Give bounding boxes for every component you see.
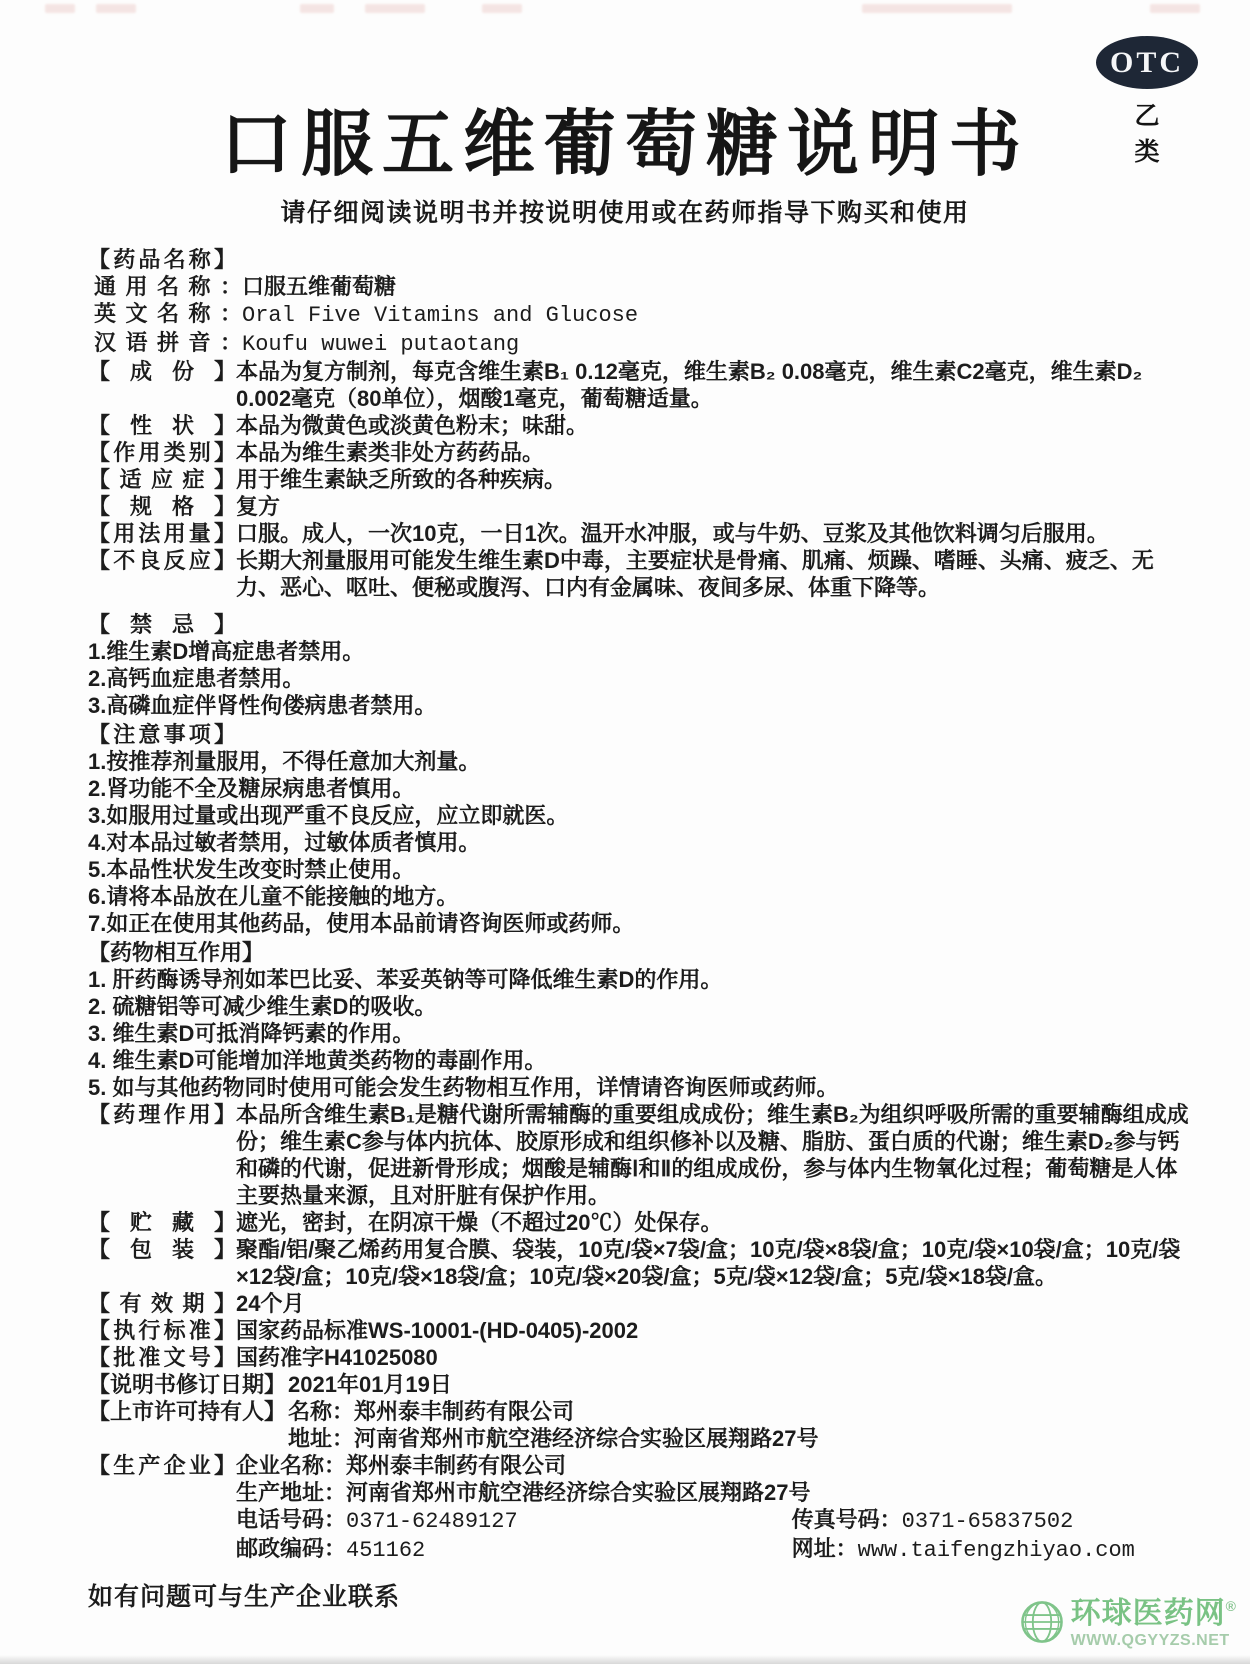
site-watermark	[1019, 1599, 1236, 1650]
section-properties	[88, 412, 1194, 439]
field-value: Oral Five Vitamins and Glucose	[242, 302, 639, 328]
contact-note: 如有问题可与生产企业联系	[88, 1582, 401, 1611]
manufacturer-details	[236, 1452, 1194, 1564]
section-usage	[88, 520, 1194, 547]
section-text: 2021年01月19日	[288, 1371, 452, 1397]
section-text: 复方	[236, 493, 281, 519]
list-item: 2.高钙血症患者禁用。	[88, 665, 305, 691]
list-item: 7.如正在使用其他药品，使用本品前请咨询医师或药师。	[88, 910, 635, 936]
section-text: 遮光，密封，在阴凉干燥（不超过20℃）处保存。	[236, 1209, 723, 1235]
section-label: 【药理作用】	[88, 1101, 236, 1127]
otc-class-label: 乙 类	[1134, 102, 1176, 166]
section-text: 本品为维生素类非处方药药品。	[236, 439, 545, 465]
list-item: 1.按推荐剂量服用，不得任意加大剂量。	[88, 748, 481, 774]
field-key: 地址：	[288, 1425, 355, 1451]
section-indications	[88, 466, 1194, 493]
section-manufacturer	[88, 1452, 1194, 1564]
section-approval	[88, 1344, 1194, 1371]
field-value: Koufu wuwei putaotang	[242, 331, 520, 357]
manufacturer-name-row	[236, 1452, 1194, 1479]
otc-badge	[1088, 36, 1206, 168]
section-text: 口服。成人，一次10克，一日1次。温开水冲服，或与牛奶、豆浆及其他饮料调匀后服用。	[236, 520, 1109, 546]
field-value: 河南省郑州市航空港经济综合实验区展翔路27号	[354, 1425, 819, 1451]
list-item: 5.本品性状发生改变时禁止使用。	[88, 856, 415, 882]
section-validity	[88, 1290, 1194, 1317]
list-item: 6.请将本品放在儿童不能接触的地方。	[88, 883, 459, 909]
otc-logo	[1096, 36, 1198, 89]
list-item: 2.肾功能不全及糖尿病患者慎用。	[88, 775, 415, 801]
section-label: 【适应症】	[88, 466, 236, 492]
drug-pinyin-row	[88, 329, 1194, 358]
list-item: 4.对本品过敏者禁用，过敏体质者慎用。	[88, 829, 481, 855]
section-text: 24个月	[236, 1290, 305, 1316]
holder-name-row	[288, 1398, 1194, 1425]
field-key: 通用名称：	[94, 273, 242, 299]
section-text: 本品所含维生素B₁是糖代谢所需辅酶的重要组成成份；维生素B₂为组织呼吸所需的重要辅酶组成成份；维生素C参与体内抗体、胶原形成和组织修补以及糖、脂肪、蛋白质的代谢；维生素D₂参与钙和磷的代谢，促进新骨形成；烟酸是辅酶Ⅰ和Ⅱ的组成成份，参与体内生物氧化过程；葡萄糖是人体主要热量来源，且对肝脏有保护作用。	[236, 1101, 1189, 1208]
drug-english-name-row	[88, 300, 1194, 329]
field-key: 网址：	[791, 1535, 858, 1561]
section-label: 【药物相互作用】	[88, 939, 265, 965]
section-specification	[88, 493, 1194, 520]
section-text: 用于维生素缺乏所致的各种疾病。	[236, 466, 567, 492]
phone-field	[236, 1506, 792, 1535]
section-contraindications	[88, 611, 1194, 638]
field-value: 河南省郑州市航空港经济综合实验区展翔路27号	[346, 1479, 811, 1505]
page-title: 口服五维葡萄糖说明书	[219, 105, 1030, 185]
section-label: 【注意事项】	[88, 721, 236, 747]
field-key: 传真号码：	[791, 1506, 902, 1532]
drug-generic-name-row	[88, 273, 1194, 300]
list-item: 3. 维生素D可抵消降钙素的作用。	[88, 1020, 415, 1046]
field-key: 名称：	[288, 1398, 355, 1424]
manufacturer-phone-fax-row	[236, 1506, 1194, 1535]
field-key: 英文名称：	[94, 300, 242, 326]
globe-icon	[1019, 1599, 1065, 1650]
section-label: 【规格】	[88, 493, 236, 519]
section-label: 【作用类别】	[88, 439, 236, 465]
section-packaging	[88, 1236, 1194, 1290]
manufacturer-address-row	[236, 1479, 1194, 1506]
watermark-site-url: WWW.QGYYZS.NET	[1070, 1632, 1230, 1649]
website-field	[792, 1535, 1194, 1564]
field-key: 电话号码：	[236, 1506, 347, 1532]
section-text: 国家药品标准WS-10001-(HD-0405)-2002	[236, 1317, 639, 1343]
list-item: 4. 维生素D可能增加洋地黄类药物的毒副作用。	[88, 1047, 547, 1073]
field-key: 汉语拼音：	[94, 329, 242, 355]
leaflet-body	[88, 246, 1194, 1611]
section-text: 国药准字H41025080	[236, 1344, 438, 1370]
holder-address-row	[288, 1425, 1194, 1452]
section-revision-date	[88, 1371, 1194, 1398]
list-item: 1.维生素D增高症患者禁用。	[88, 638, 365, 664]
section-label: 【药品名称】	[88, 246, 236, 272]
field-key: 邮政编码：	[236, 1535, 347, 1561]
section-label: 【上市许可持有人】	[88, 1398, 287, 1424]
manufacturer-zip-web-row	[236, 1535, 1194, 1564]
section-label: 【生产企业】	[88, 1452, 236, 1478]
fax-field	[792, 1506, 1194, 1535]
field-value: 0371-65837502	[901, 1508, 1074, 1534]
section-action-category	[88, 439, 1194, 466]
section-label: 【包装】	[88, 1236, 236, 1262]
section-precautions	[88, 721, 1194, 748]
zip-field	[236, 1535, 792, 1564]
list-item: 3.高磷血症伴肾性佝偻病患者禁用。	[88, 692, 437, 718]
watermark-text	[1071, 1599, 1236, 1649]
field-key: 企业名称：	[236, 1452, 347, 1478]
section-standard	[88, 1317, 1194, 1344]
otc-logo-text: OTC	[1109, 45, 1184, 79]
section-adverse	[88, 547, 1194, 601]
section-drug-name	[88, 246, 1194, 273]
section-composition	[88, 358, 1194, 412]
section-pharmacology	[88, 1101, 1194, 1209]
section-label: 【贮藏】	[88, 1209, 236, 1235]
section-label: 【执行标准】	[88, 1317, 236, 1343]
field-key: 生产地址：	[236, 1479, 347, 1505]
section-label: 【批准文号】	[88, 1344, 236, 1370]
list-item: 1. 肝药酶诱导剂如苯巴比妥、苯妥英钠等可降低维生素D的作用。	[88, 966, 723, 992]
section-text: 长期大剂量服用可能发生维生素D中毒，主要症状是骨痛、肌痛、烦躁、嗜睡、头痛、疲乏、无力、恶心、呕吐、便秘或腹泻、口内有金属味、夜间多尿、体重下降等。	[236, 547, 1154, 600]
section-label: 【有效期】	[88, 1290, 236, 1316]
section-interactions	[88, 939, 1194, 966]
field-value: 郑州泰丰制药有限公司	[354, 1398, 575, 1424]
watermark-site-name: 环球医药网	[1070, 1597, 1226, 1630]
field-value: 451162	[346, 1537, 426, 1563]
section-text: 聚酯/铝/聚乙烯药用复合膜、袋装，10克/袋×7袋/盒；10克/袋×8袋/盒；10克/袋×10袋/盒；10克/袋×12袋/盒；10克/袋×18袋/盒；10克/袋×20袋/盒；5克/袋×12袋/盒；5克/袋×18袋/盒。	[236, 1236, 1181, 1289]
section-label: 【成份】	[88, 358, 236, 384]
list-item: 2. 硫糖铝等可减少维生素D的吸收。	[88, 993, 437, 1019]
field-value: 郑州泰丰制药有限公司	[346, 1452, 567, 1478]
field-value: 口服五维葡萄糖	[242, 273, 397, 299]
holder-details	[288, 1398, 1194, 1452]
registered-mark-icon: ®	[1225, 1598, 1236, 1614]
list-item: 5. 如与其他药物同时使用可能会发生药物相互作用，详情请咨询医师或药师。	[88, 1074, 839, 1100]
section-text: 本品为复方制剂，每克含维生素B₁ 0.12毫克，维生素B₂ 0.08毫克，维生素C2毫克，维生素D₂ 0.002毫克（80单位），烟酸1毫克，葡萄糖适量。	[236, 358, 1143, 411]
field-value: 0371-62489127	[346, 1508, 518, 1534]
section-storage	[88, 1209, 1194, 1236]
section-label: 【用法用量】	[88, 520, 236, 546]
list-item: 3.如服用过量或出现严重不良反应，应立即就医。	[88, 802, 569, 828]
section-label: 【禁忌】	[88, 611, 236, 637]
section-license-holder	[88, 1398, 1194, 1452]
field-value: www.taifengzhiyao.com	[857, 1537, 1135, 1563]
section-label: 【性状】	[88, 412, 236, 438]
section-text: 本品为微黄色或淡黄色粉末；味甜。	[236, 412, 589, 438]
section-label: 【不良反应】	[88, 547, 236, 573]
page-subtitle: 请仔细阅读说明书并按说明使用或在药师指导下购买和使用	[280, 198, 970, 227]
section-label: 【说明书修订日期】	[88, 1371, 287, 1397]
